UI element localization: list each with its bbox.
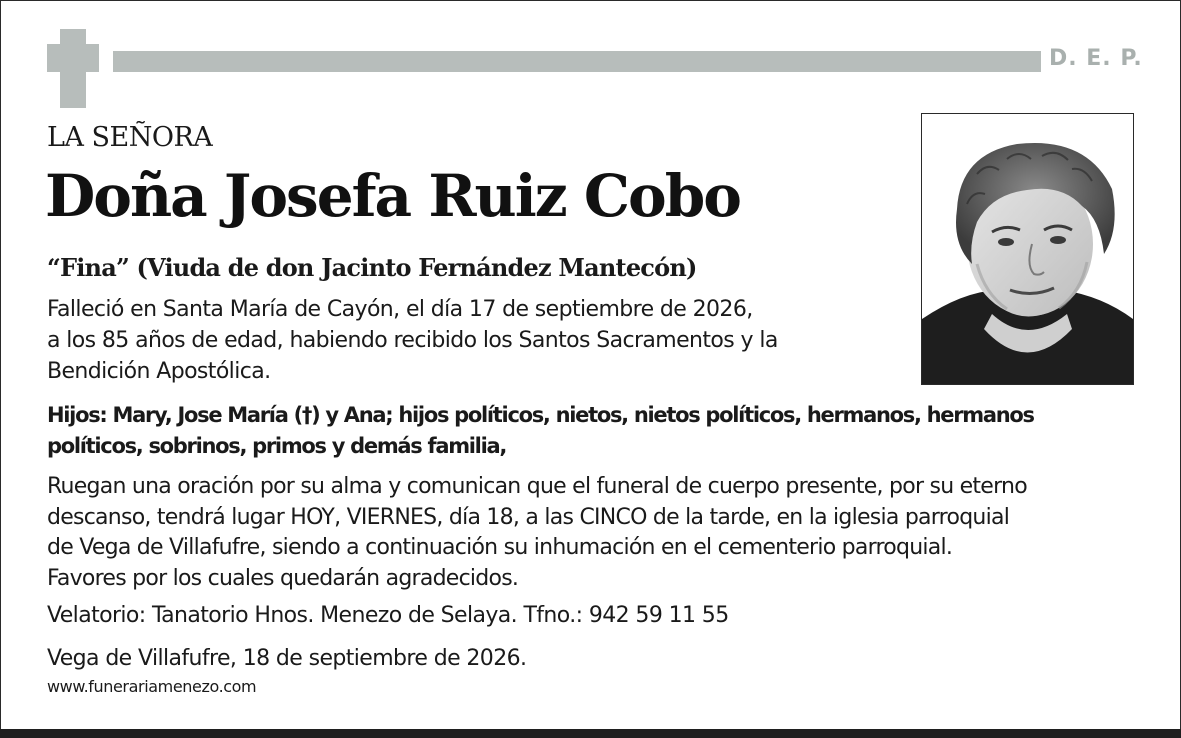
family-list-line: Hijos: Mary, Jose María (†) y Ana; hijos políticos, nietos, nietos políticos, hermanos, hermanos	[47, 403, 1034, 427]
funeral-announcement-line: Ruegan una oración por su alma y comunican que el funeral de cuerpo presente, por su eterno	[47, 474, 1027, 499]
portrait-image	[922, 114, 1133, 384]
funeral-announcement-line: descanso, tendrá lugar HOY, VIERNES, día 18, a las CINCO de la tarde, en la iglesia parroquial	[47, 504, 1010, 530]
deceased-name: Doña Josefa Ruiz Cobo	[45, 162, 740, 230]
place-and-date: Vega de Villafufre, 18 de septiembre de 2026.	[47, 646, 527, 671]
funeral-announcement-line: de Vega de Villafufre, siendo a continuación su inhumación en el cementerio parroquial.	[47, 535, 953, 560]
portrait-photo	[921, 113, 1134, 385]
funeral-announcement-line: Favores por los cuales quedarán agradecidos.	[47, 565, 519, 591]
honorific: LA SEÑORA	[47, 122, 213, 153]
header-rule	[113, 51, 1041, 72]
dep-label: D. E. P.	[1049, 46, 1143, 71]
website-link[interactable]: www.funerariamenezo.com	[47, 677, 257, 696]
death-notice-line: a los 85 años de edad, habiendo recibido los Santos Sacramentos y la	[47, 328, 778, 353]
death-notice-line: Bendición Apostólica.	[47, 359, 271, 384]
alias-line: “Fina” (Viuda de don Jacinto Fernández Mantecón)	[47, 253, 697, 282]
funeral-announcement	[47, 472, 1147, 594]
death-notice-line: Falleció en Santa María de Cayón, el día 17 de septiembre de 2026,	[47, 297, 753, 322]
velatorio-info: Velatorio: Tanatorio Hnos. Menezo de Selaya. Tfno.: 942 59 11 55	[47, 603, 729, 628]
cross-icon-horizontal	[47, 44, 99, 72]
bottom-border	[0, 729, 1181, 738]
family-list-line: políticos, sobrinos, primos y demás familia,	[47, 434, 507, 458]
death-notice	[47, 294, 907, 387]
family-list	[47, 400, 1147, 462]
